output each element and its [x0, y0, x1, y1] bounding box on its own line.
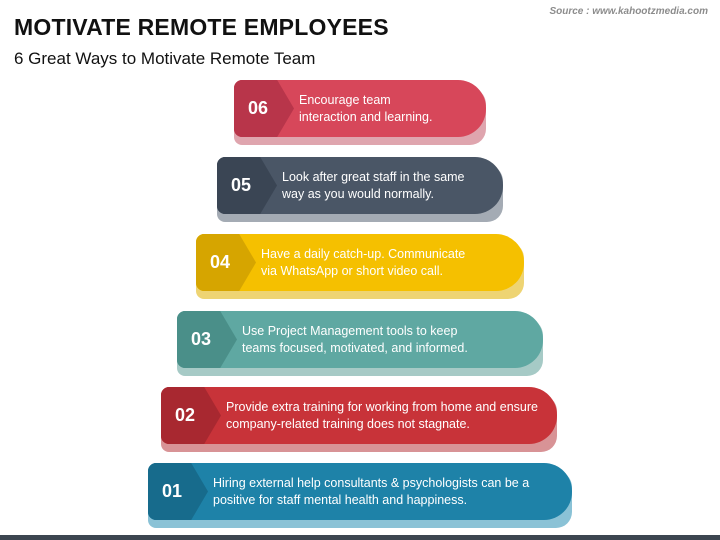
step-number: 06 — [247, 98, 269, 118]
step-04 — [196, 234, 524, 291]
step-text: Hiring external help consultants & psychologists can be a positive for staff mental health and happiness. — [213, 475, 530, 507]
step-text: Provide extra training for working from home and ensure company-related training does not stagnate. — [226, 399, 538, 431]
footer-bar — [0, 535, 720, 540]
step-01 — [148, 463, 572, 520]
step-number: 05 — [230, 175, 252, 195]
step-text: Use Project Management tools to keep teams focused, motivated, and informed. — [242, 323, 468, 355]
source-credit: Source : www.kahootzmedia.com — [549, 6, 708, 17]
page-subtitle: 6 Great Ways to Motivate Remote Team — [14, 49, 316, 68]
step-05 — [217, 157, 503, 214]
step-text: Have a daily catch-up. Communicate via WhatsApp or short video call. — [261, 246, 466, 278]
step-text: Look after great staff in the same way as you would normally. — [282, 169, 465, 201]
page-title: MOTIVATE REMOTE EMPLOYEES — [14, 14, 389, 40]
step-number: 04 — [209, 252, 231, 272]
step-number: 02 — [174, 405, 196, 425]
step-02 — [161, 387, 557, 444]
step-number: 01 — [161, 481, 183, 501]
step-number: 03 — [190, 329, 212, 349]
step-06 — [234, 80, 486, 137]
step-text: Encourage team interaction and learning. — [299, 92, 433, 124]
step-03 — [177, 311, 543, 368]
